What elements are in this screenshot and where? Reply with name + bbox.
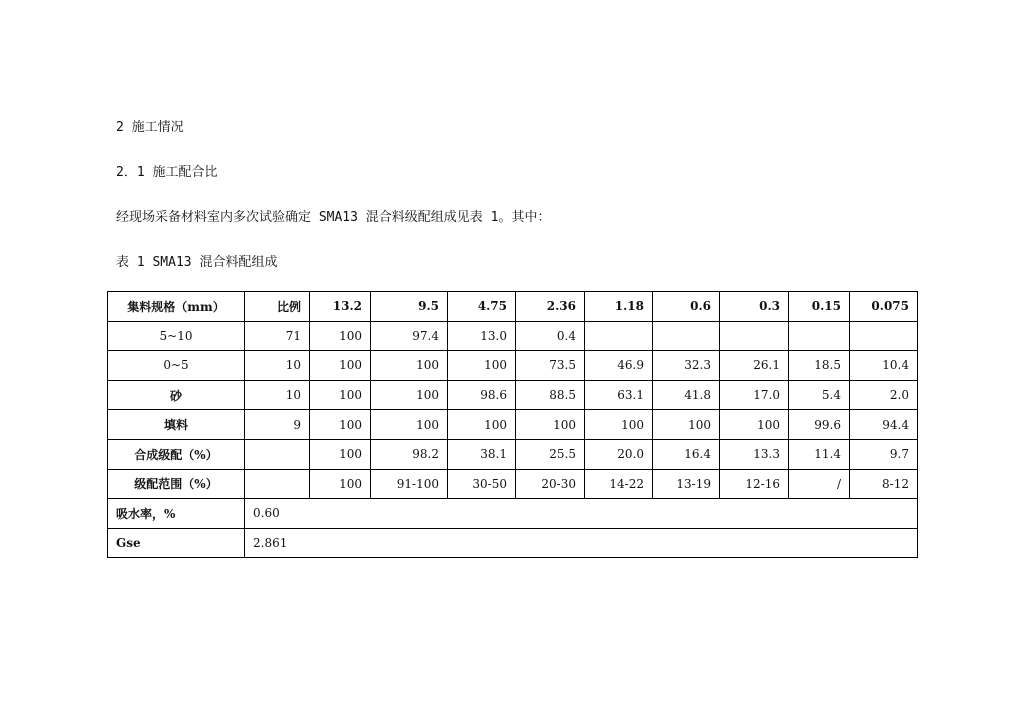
table-cell: 30-50	[448, 469, 516, 499]
table-cell: 0.4	[516, 321, 585, 351]
header-ratio: 比例	[245, 292, 310, 322]
table-cell: 100	[310, 380, 371, 410]
table-cell: 5.4	[789, 380, 850, 410]
table-cell: 94.4	[850, 410, 918, 440]
table-cell: 100	[310, 321, 371, 351]
table-cell	[245, 439, 310, 469]
table-row	[108, 321, 918, 351]
table-cell: 2.0	[850, 380, 918, 410]
table-cell: 71	[245, 321, 310, 351]
table-cell: 8-12	[850, 469, 918, 499]
table-cell: 17.0	[720, 380, 789, 410]
header-sieve: 0.3	[720, 292, 789, 322]
table-cell: 88.5	[516, 380, 585, 410]
table-cell: 100	[310, 351, 371, 381]
table-cell: 13.0	[448, 321, 516, 351]
table-cell: 10	[245, 380, 310, 410]
table-cell: 100	[310, 439, 371, 469]
table-cell: 25.5	[516, 439, 585, 469]
table-cell: 18.5	[789, 351, 850, 381]
table-header-row	[108, 292, 918, 322]
header-sieve: 4.75	[448, 292, 516, 322]
table-cell: 100	[310, 469, 371, 499]
table-cell: 9	[245, 410, 310, 440]
table-cell: 12-16	[720, 469, 789, 499]
table-row	[108, 439, 918, 469]
table-cell: 9.7	[850, 439, 918, 469]
header-sieve: 0.075	[850, 292, 918, 322]
table-cell: 10	[245, 351, 310, 381]
table-cell	[245, 469, 310, 499]
table-cell: 63.1	[585, 380, 653, 410]
table-cell: 14-22	[585, 469, 653, 499]
table-cell: 13-19	[653, 469, 720, 499]
absorption-label: 吸水率，%	[108, 499, 245, 529]
table-caption: 表 1 SMA13 混合料配组成	[116, 255, 278, 270]
intro-paragraph: 经现场采备材料室内多次试验确定 SMA13 混合料级配组成见表 1。其中：	[116, 210, 551, 225]
table-row	[108, 380, 918, 410]
row-label: 合成级配（%）	[108, 439, 245, 469]
table-cell: 16.4	[653, 439, 720, 469]
table-cell: 100	[371, 380, 448, 410]
table-cell: 100	[310, 410, 371, 440]
row-label: 5~10	[108, 321, 245, 351]
table-cell: 98.2	[371, 439, 448, 469]
header-sieve: 0.15	[789, 292, 850, 322]
table-cell	[789, 321, 850, 351]
gse-row	[108, 528, 918, 558]
row-label: 级配范围（%）	[108, 469, 245, 499]
gse-label: Gse	[108, 528, 245, 558]
table-cell: 13.3	[720, 439, 789, 469]
table-cell: 100	[585, 410, 653, 440]
table-cell: 99.6	[789, 410, 850, 440]
table-cell: 100	[448, 410, 516, 440]
table-cell: 11.4	[789, 439, 850, 469]
table-cell: 98.6	[448, 380, 516, 410]
table-row	[108, 351, 918, 381]
table-row	[108, 469, 918, 499]
table-cell: 38.1	[448, 439, 516, 469]
header-sieve: 13.2	[310, 292, 371, 322]
table-cell: 100	[720, 410, 789, 440]
row-label: 填料	[108, 410, 245, 440]
table-cell	[585, 321, 653, 351]
table-cell: 100	[516, 410, 585, 440]
table-cell	[850, 321, 918, 351]
table-cell: 46.9	[585, 351, 653, 381]
table-cell: 32.3	[653, 351, 720, 381]
table-row	[108, 410, 918, 440]
header-sieve: 0.6	[653, 292, 720, 322]
absorption-row	[108, 499, 918, 529]
header-aggregate-spec: 集料规格（mm）	[108, 292, 245, 322]
absorption-value: 0.60	[245, 499, 918, 529]
table-cell: 100	[653, 410, 720, 440]
gradation-table	[107, 291, 918, 558]
row-label: 砂	[108, 380, 245, 410]
table-cell: 26.1	[720, 351, 789, 381]
header-sieve: 1.18	[585, 292, 653, 322]
table-cell: 10.4	[850, 351, 918, 381]
table-cell: 91-100	[371, 469, 448, 499]
subsection-heading: 2．1 施工配合比	[116, 165, 218, 180]
header-sieve: 2.36	[516, 292, 585, 322]
gse-value: 2.861	[245, 528, 918, 558]
table-cell: 97.4	[371, 321, 448, 351]
table-cell: 73.5	[516, 351, 585, 381]
table-cell	[653, 321, 720, 351]
table-cell: /	[789, 469, 850, 499]
table-cell	[720, 321, 789, 351]
header-sieve: 9.5	[371, 292, 448, 322]
section-heading: 2 施工情况	[116, 120, 184, 135]
table-cell: 100	[448, 351, 516, 381]
table-cell: 20.0	[585, 439, 653, 469]
table-cell: 100	[371, 410, 448, 440]
table-cell: 20-30	[516, 469, 585, 499]
table-cell: 100	[371, 351, 448, 381]
table-cell: 41.8	[653, 380, 720, 410]
row-label: 0~5	[108, 351, 245, 381]
